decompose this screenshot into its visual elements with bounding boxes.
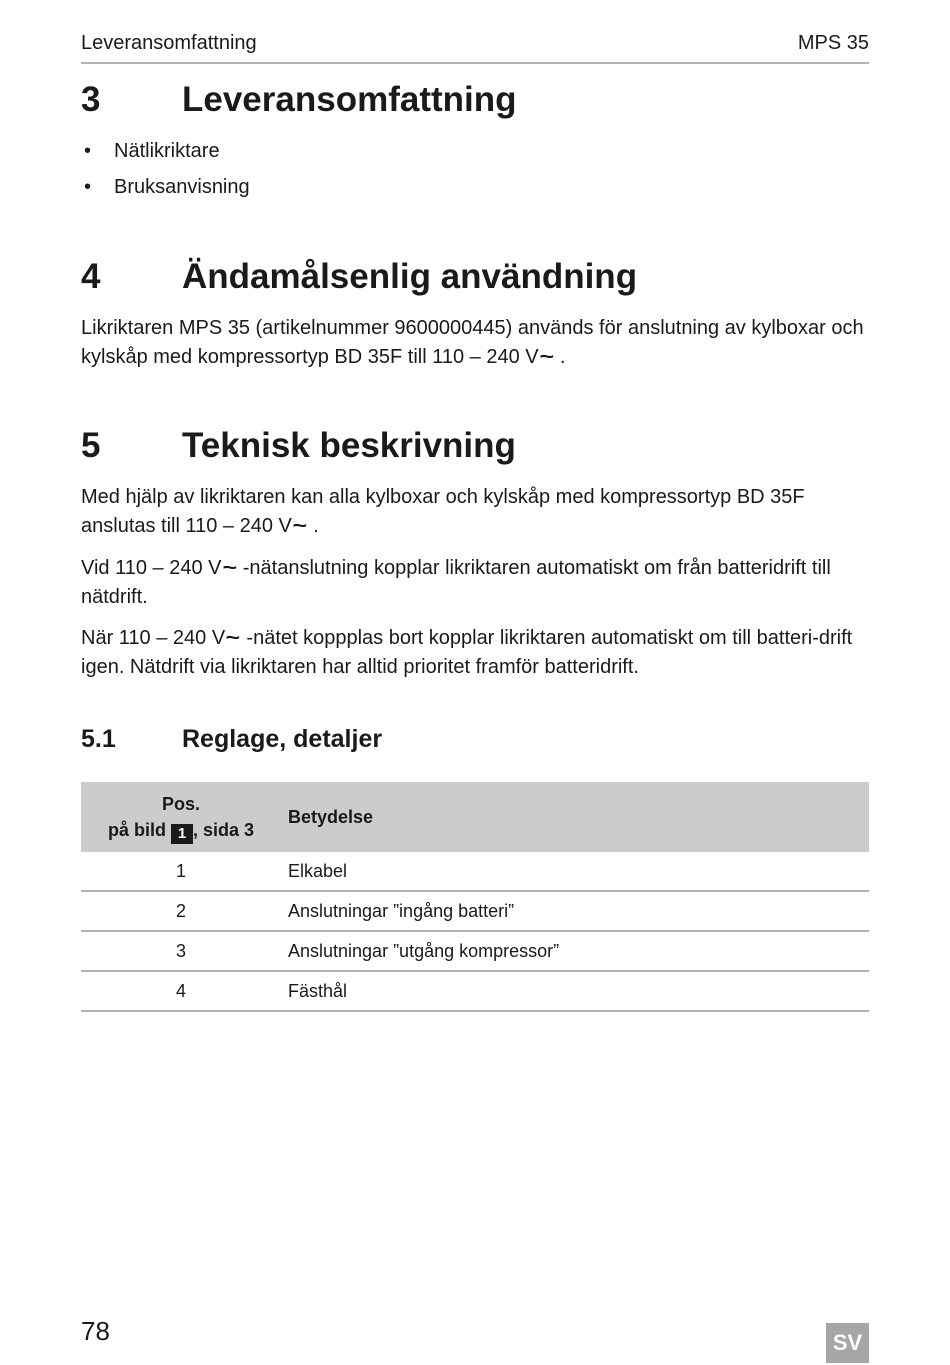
table-header-row	[81, 782, 869, 852]
section-title: Leveransomfattning	[182, 80, 517, 119]
position-column-header: Pos. på bild 1 , sida 3	[81, 782, 281, 852]
controls-table	[81, 782, 869, 1012]
ac-symbol-icon: ~	[225, 627, 241, 649]
section-title: Reglage, detaljer	[182, 725, 383, 753]
meaning-cell: Fästhål	[281, 971, 869, 1011]
section-number: 5	[81, 426, 101, 465]
ac-symbol-icon: ~	[222, 557, 237, 579]
bullet-icon: •	[84, 140, 92, 162]
position-cell: 4	[81, 971, 281, 1011]
ac-symbol-icon: ~	[292, 515, 308, 537]
meaning-cell: Anslutningar ”ingång batteri”	[281, 891, 869, 931]
meaning-cell: Anslutningar ”utgång kompressor”	[281, 931, 869, 971]
meaning-column-header: Betydelse	[281, 782, 869, 852]
position-cell: 2	[81, 891, 281, 931]
table-row	[81, 852, 869, 891]
description-paragraph: När 110 – 240 V~ -nätet koppplas bort kopplar likriktaren automatiskt om till batteri-drift igen. Nätdrift via likriktaren har alltid prioritet framför batteridrift.	[81, 624, 871, 682]
table-row	[81, 971, 869, 1011]
description-paragraph: Med hjälp av likriktaren kan alla kylboxar och kylskåp med kompressortyp BD 35F anslutas till 110 – 240 V~ .	[81, 483, 871, 541]
section-title: Ändamålsenlig användning	[182, 257, 638, 296]
position-cell: 3	[81, 931, 281, 971]
bullet-icon: •	[84, 176, 92, 198]
figure-reference-badge: 1	[171, 824, 193, 844]
section-title: Teknisk beskrivning	[182, 426, 516, 465]
manual-page: Leveransomfattning MPS 35 3 Leveransomfattning • Nätlikriktare • Bruksanvisning 4 Ändamålsenlig användning Likriktaren MPS 35 (artikelnummer 9600000445) används för anslutning av kylboxar och kylskåp med kompressortyp BD 35F till 110 – 240 V~ . 5 Teknisk beskrivning Med hjälp av likriktaren kan alla kylboxar och kylskåp med kompressortyp BD 35F anslutas till 110 – 240 V~ . Vid 110 – 240 V~ -nätanslutning kopplar likriktaren automatiskt om från batteridrift till nätdrift. När 110 – 240 V~ -nätet koppplas bort kopplar likriktaren automatiskt om till batteri-drift igen. Nätdrift via likriktaren har alltid prioritet framför batteridrift. 5.1 Reglage, detaljer Pos. på bild 1 , sida 3 Betydelse 1 Elkabel 2 Anslutningar ”ingång batteri” 3 Anslutningar ”utgång kompressor” 4 Fästhål 78 SV	[81, 0, 869, 1365]
section-number: 4	[81, 257, 101, 296]
section-number: 3	[81, 80, 101, 119]
page-number: 78	[81, 1316, 110, 1346]
header-section-title: Leveransomfattning	[81, 32, 257, 54]
section-number: 5.1	[81, 725, 116, 753]
meaning-cell: Elkabel	[281, 852, 869, 891]
position-cell: 1	[81, 852, 281, 891]
running-header	[81, 32, 869, 64]
header-product-name: MPS 35	[797, 32, 869, 54]
table-row	[81, 931, 869, 971]
language-badge: SV	[826, 1323, 869, 1363]
ac-symbol-icon: ~	[539, 346, 554, 368]
description-paragraph: Vid 110 – 240 V~ -nätanslutning kopplar likriktaren automatiskt om från batteridrift till nätdrift.	[81, 554, 871, 612]
table-row	[81, 891, 869, 931]
intended-use-paragraph: Likriktaren MPS 35 (artikelnummer 9600000445) används för anslutning av kylboxar och kylskåp med kompressortyp BD 35F till 110 – 240 V~ .	[81, 314, 871, 372]
